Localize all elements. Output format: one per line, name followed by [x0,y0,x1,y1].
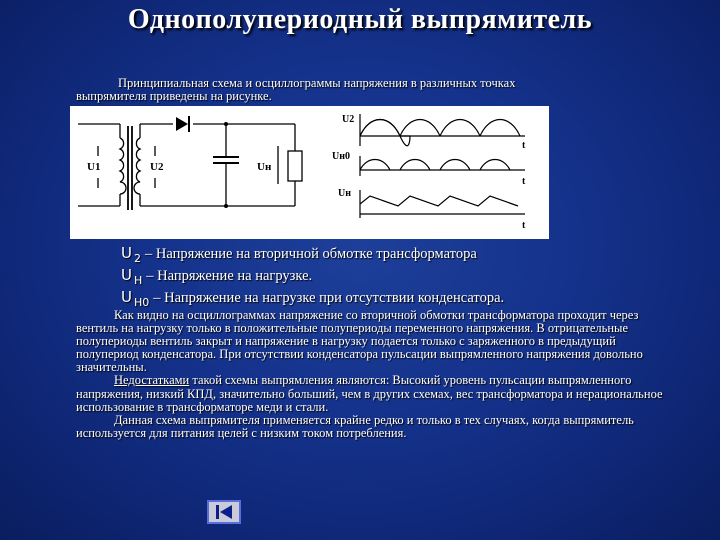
legend-symbol: U [121,266,132,284]
intro-line-1: Принципиальная схема и осциллограммы напряжения в различных точках [118,76,516,90]
graph-u2-label: U2 [342,114,355,125]
legend-text: – Напряжение на нагрузке при отсутствии конденсатора. [153,290,505,306]
circuit-figure [70,106,549,239]
legend-row [121,243,504,265]
page-title: Однополупериодный выпрямитель [127,4,593,35]
legend-row [121,265,504,287]
graph-un0-label: Uн0 [332,151,350,162]
legend-symbol: U [121,288,132,306]
legend-row [121,287,504,309]
legend [121,243,504,309]
t-axis-label-3: t [522,220,526,231]
paragraph-2-rest: такой схемы выпрямления являются: Высокий уровень пульсации выпрямленного напряжения, низкий КПД, значительно больший, чем в других схемах, вес трансформатора и нерациональное использование в трансформаторе меди и стали. [76,373,663,414]
paragraph-1: Как видно на осциллограммах напряжение со вторичной обмотки трансформатора проходит через вентиль на нагрузку только в положительные полупериоды переменного напряжения. В отрицательные полупериоды вентиль закрыт и напряжение в нагрузку подается только с заряженного в предыдущий полупериод конденсатора. При отсутствии конденсатора пульсации выпрямленного напряжения довольно значительны. [76,308,643,375]
circuit-and-oscillograms [70,106,549,239]
back-to-start-button[interactable] [207,500,241,524]
intro-line-2: выпрямителя приведены на рисунке. [76,89,272,103]
graph-un-label: Uн [338,188,351,199]
legend-text: – Напряжение на вторичной обмотке трансформатора [144,246,477,262]
legend-subscript: 2 [133,252,141,265]
legend-subscript: Н [133,274,143,287]
un-label: Uн [257,161,272,173]
skip-back-icon [214,504,234,520]
intro-text [76,77,676,103]
drawbacks-underlined: Недостатками [114,373,190,388]
t-axis-label-2: t [522,176,526,187]
u2-label: U2 [150,161,164,173]
legend-text: – Напряжение на нагрузке. [146,268,313,284]
u1-label: U1 [87,161,101,173]
legend-subscript: Н0 [133,296,150,309]
body-text [76,309,676,440]
paragraph-2 [76,374,676,413]
paragraph-3: Данная схема выпрямителя применяется крайне редко и только в тех случаях, когда выпрямитель используется для питания целей с низким током потребления. [76,412,634,440]
t-axis-label-1: t [522,140,526,151]
legend-symbol: U [121,244,132,262]
